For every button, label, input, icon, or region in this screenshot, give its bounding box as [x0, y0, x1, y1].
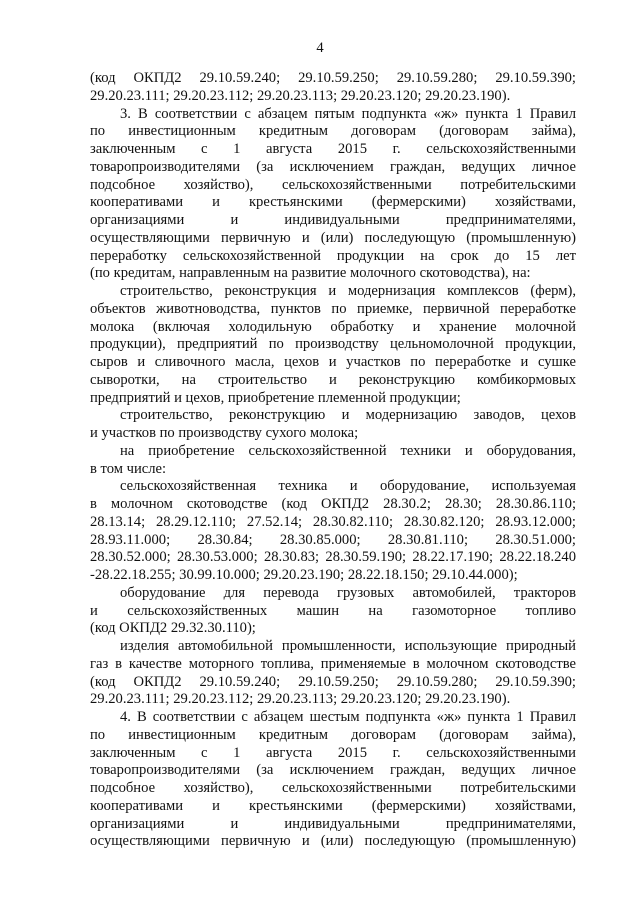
text-line: (код ОКПД2 29.10.59.240; 29.10.59.250; 29.10.59.280; 29.10.59.390;: [90, 673, 576, 690]
text-line: и сельскохозяйственных машин на газомоторное топливо: [90, 602, 576, 619]
text-line: оборудование для перевода грузовых автомобилей, тракторов: [120, 584, 576, 601]
text-line: осуществляющими первичную и (или) последующую (промышленную): [90, 833, 576, 850]
text-line: и участков по производству сухого молока;: [90, 425, 359, 441]
text-line: 29.20.23.111; 29.20.23.112; 29.20.23.113; 29.20.23.120; 29.20.23.190).: [90, 87, 511, 104]
text-line: 28.30.52.000; 28.30.53.000; 28.30.83; 28.30.59.190; 28.22.17.190; 28.22.18.240: [90, 549, 576, 566]
text-line: подсобное хозяйство), сельскохозяйственными потребительскими: [90, 176, 576, 193]
text-line: 3. В соответствии с абзацем пятым подпункта «ж» пункта 1 Правил: [120, 105, 576, 122]
text-line: кооперативами и крестьянскими (фермерскими) хозяйствами,: [90, 797, 576, 814]
text-line: предприятий и цехов, приобретение племенной продукции;: [90, 389, 461, 406]
text-line: молока (включая холодильную обработку и хранение молочной: [90, 318, 576, 335]
text-line: (код ОКПД2 29.32.30.110);: [90, 620, 256, 637]
text-line: в том числе:: [90, 460, 167, 477]
text-line: заключенным с 1 августа 2015 г. сельскохозяйственными: [90, 141, 576, 157]
text-line: 29.20.23.111; 29.20.23.112; 29.20.23.113; 29.20.23.120; 29.20.23.190).: [90, 691, 511, 708]
text-line: строительство, реконструкция и модернизация комплексов (ферм),: [120, 283, 576, 299]
text-line: продукции), предприятий по производству цельномолочной продукции,: [90, 336, 576, 353]
text-line: кооперативами и крестьянскими (фермерскими) хозяйствами,: [90, 194, 576, 211]
text-line: (по кредитам, направленным на развитие молочного скотоводства), на:: [90, 265, 531, 282]
text-line: -28.22.18.255; 30.99.10.000; 29.20.23.190; 28.22.18.150; 29.10.44.000);: [90, 567, 518, 583]
text-line: товаропроизводителями (за исключением граждан, ведущих личное: [90, 158, 576, 175]
page-number: 4: [316, 40, 324, 56]
text-line: (код ОКПД2 29.10.59.240; 29.10.59.250; 29.10.59.280; 29.10.59.390;: [90, 70, 576, 86]
text-line: 28.93.11.000; 28.30.84; 28.30.85.000; 28.30.81.110; 28.30.51.000;: [90, 531, 576, 548]
text-line: осуществляющими первичную и (или) последующую (промышленную): [90, 229, 576, 246]
text-line: изделия автомобильной промышленности, использующие природный: [120, 638, 576, 654]
text-line: объектов животноводства, пунктов по приемке, первичной переработке: [90, 300, 576, 317]
text-line: по инвестиционным кредитным договорам (договорам займа),: [90, 123, 576, 140]
text-line: товаропроизводителями (за исключением граждан, ведущих личное: [90, 762, 576, 779]
text-line: подсобное хозяйство), сельскохозяйственными потребительскими: [90, 780, 576, 796]
text-line: сыров и сливочного масла, цехов и участков по переработке и сушке: [90, 354, 576, 370]
text-line: строительство, реконструкцию и модернизацию заводов, цехов: [120, 407, 576, 424]
text-line: переработку сельскохозяйственной продукции на срок до 15 лет: [90, 247, 576, 264]
text-line: газ в качестве моторного топлива, применяемые в молочном скотоводстве: [90, 655, 576, 672]
text-line: 4. В соответствии с абзацем шестым подпункта «ж» пункта 1 Правил: [120, 709, 576, 725]
text-line: 28.13.14; 28.29.12.110; 27.52.14; 28.30.82.110; 28.30.82.120; 28.93.12.000;: [90, 513, 576, 530]
text-line: по инвестиционным кредитным договорам (договорам займа),: [90, 726, 576, 743]
text-line: сельскохозяйственная техника и оборудование, используемая: [120, 478, 576, 495]
text-line: организациями и индивидуальными предпринимателями,: [90, 815, 576, 832]
document-body: [90, 70, 576, 851]
text-line: на приобретение сельскохозяйственной техники и оборудования,: [120, 442, 576, 459]
text-line: организациями и индивидуальными предпринимателями,: [90, 212, 576, 228]
text-line: заключенным с 1 августа 2015 г. сельскохозяйственными: [90, 744, 576, 761]
text-line: в молочном скотоводстве (код ОКПД2 28.30.2; 28.30; 28.30.86.110;: [90, 496, 576, 512]
text-line: сыворотки, на строительство и реконструкцию комбикормовых: [90, 371, 576, 388]
